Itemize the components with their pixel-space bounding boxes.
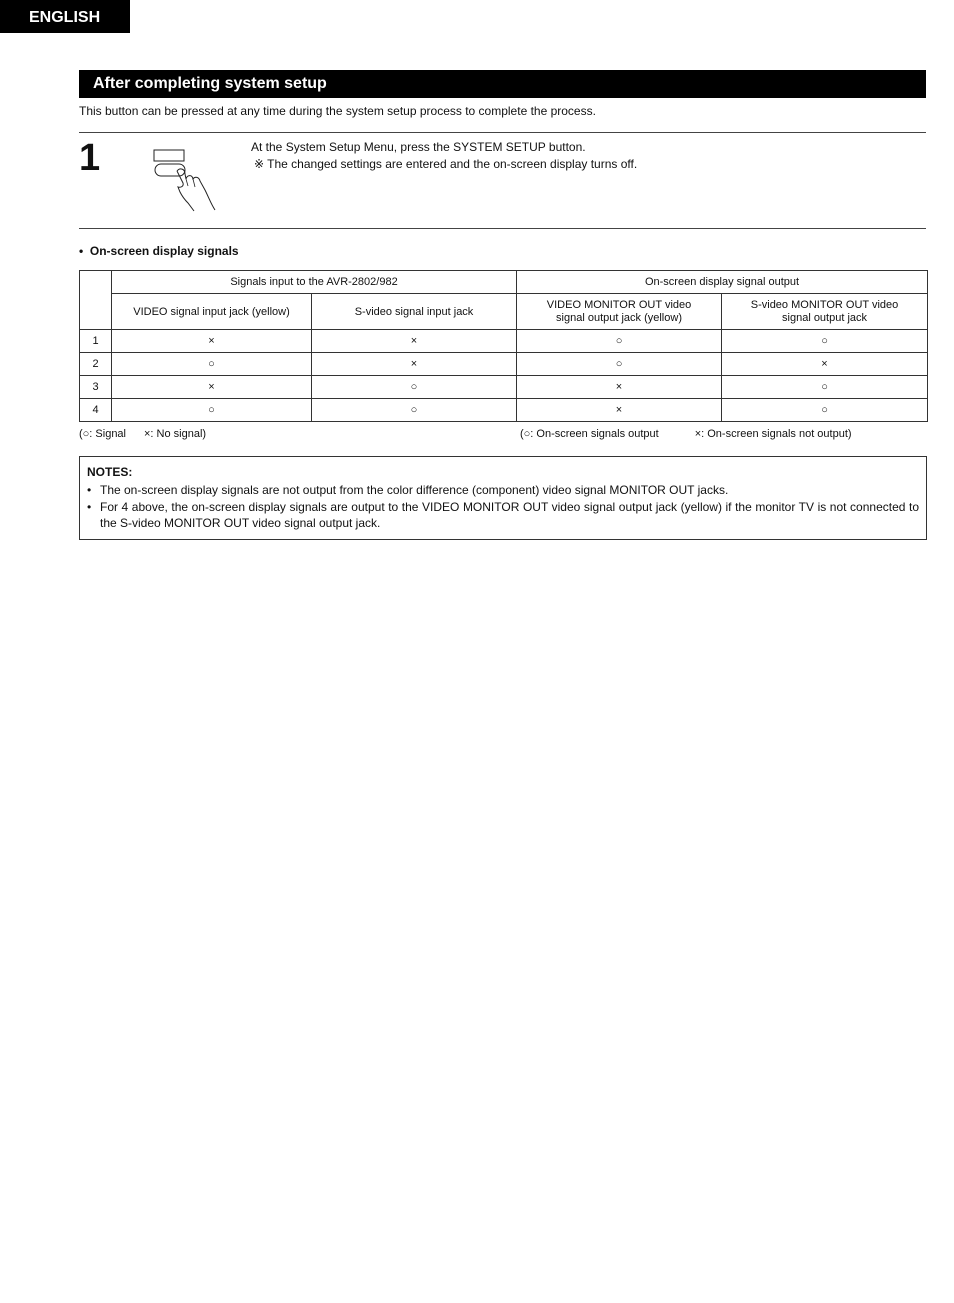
notes-box bbox=[79, 456, 927, 540]
cell-video-input: × bbox=[112, 330, 312, 353]
step-instruction-note: ※ The changed settings are entered and the on-screen display turns off. bbox=[254, 156, 638, 171]
step-instruction-main: At the System Setup Menu, press the SYSTEM SETUP button. bbox=[251, 140, 586, 154]
table-row bbox=[80, 353, 928, 376]
cell-video-output: × bbox=[517, 399, 722, 422]
cell-video-output: ○ bbox=[517, 353, 722, 376]
step-instructions bbox=[251, 139, 637, 172]
cell-video-input: ○ bbox=[112, 353, 312, 376]
language-tab: ENGLISH bbox=[0, 0, 130, 33]
header-svideo-output: S-video MONITOR OUT video signal output jack bbox=[722, 294, 928, 330]
header-output-group: On-screen display signal output bbox=[517, 271, 928, 294]
cell-svideo-output: ○ bbox=[722, 399, 928, 422]
table-row bbox=[80, 330, 928, 353]
hand-pressing-button-icon bbox=[150, 146, 220, 217]
signals-table bbox=[79, 270, 928, 422]
cell-svideo-input: × bbox=[312, 330, 517, 353]
cell-svideo-output: × bbox=[722, 353, 928, 376]
cell-svideo-input: ○ bbox=[312, 399, 517, 422]
cell-video-input: ○ bbox=[112, 399, 312, 422]
notes-list bbox=[87, 482, 919, 532]
row-number: 4 bbox=[80, 399, 112, 422]
table-row bbox=[80, 376, 928, 399]
note-item: • The on-screen display signals are not output from the color difference (component) video signal MONITOR OUT jacks. bbox=[87, 482, 919, 499]
cell-svideo-input: ○ bbox=[312, 376, 517, 399]
cell-svideo-output: ○ bbox=[722, 330, 928, 353]
bullet: • bbox=[79, 244, 90, 258]
header-video-output: VIDEO MONITOR OUT video signal output jack (yellow) bbox=[517, 294, 722, 330]
note-item: • For 4 above, the on-screen display signals are output to the VIDEO MONITOR OUT video signal output jack (yellow) if the monitor TV is not connected to the S-video MONITOR OUT video signal output jack. bbox=[87, 499, 919, 532]
cell-video-input: × bbox=[112, 376, 312, 399]
signals-heading: • On-screen display signals bbox=[79, 244, 239, 258]
divider-top bbox=[79, 132, 926, 133]
step-number: 1 bbox=[79, 137, 101, 179]
corner-cell bbox=[80, 271, 112, 330]
divider-bottom bbox=[79, 228, 926, 229]
cell-svideo-input: × bbox=[312, 353, 517, 376]
legend-output: (○: On-screen signals output ×: On-screen signals not output) bbox=[520, 428, 852, 440]
header-input-group: Signals input to the AVR-2802/982 bbox=[112, 271, 517, 294]
row-number: 2 bbox=[80, 353, 112, 376]
legend-input: (○: Signal ×: No signal) bbox=[79, 428, 207, 440]
cell-video-output: × bbox=[517, 376, 722, 399]
row-number: 1 bbox=[80, 330, 112, 353]
notes-title: NOTES: bbox=[87, 465, 133, 479]
cell-video-output: ○ bbox=[517, 330, 722, 353]
table-row bbox=[80, 399, 928, 422]
cell-svideo-output: ○ bbox=[722, 376, 928, 399]
header-video-input: VIDEO signal input jack (yellow) bbox=[112, 294, 312, 330]
section-title: After completing system setup bbox=[79, 70, 926, 98]
section-intro: This button can be pressed at any time during the system setup process to complete the process. bbox=[79, 104, 596, 118]
row-number: 3 bbox=[80, 376, 112, 399]
header-svideo-input: S-video signal input jack bbox=[312, 294, 517, 330]
